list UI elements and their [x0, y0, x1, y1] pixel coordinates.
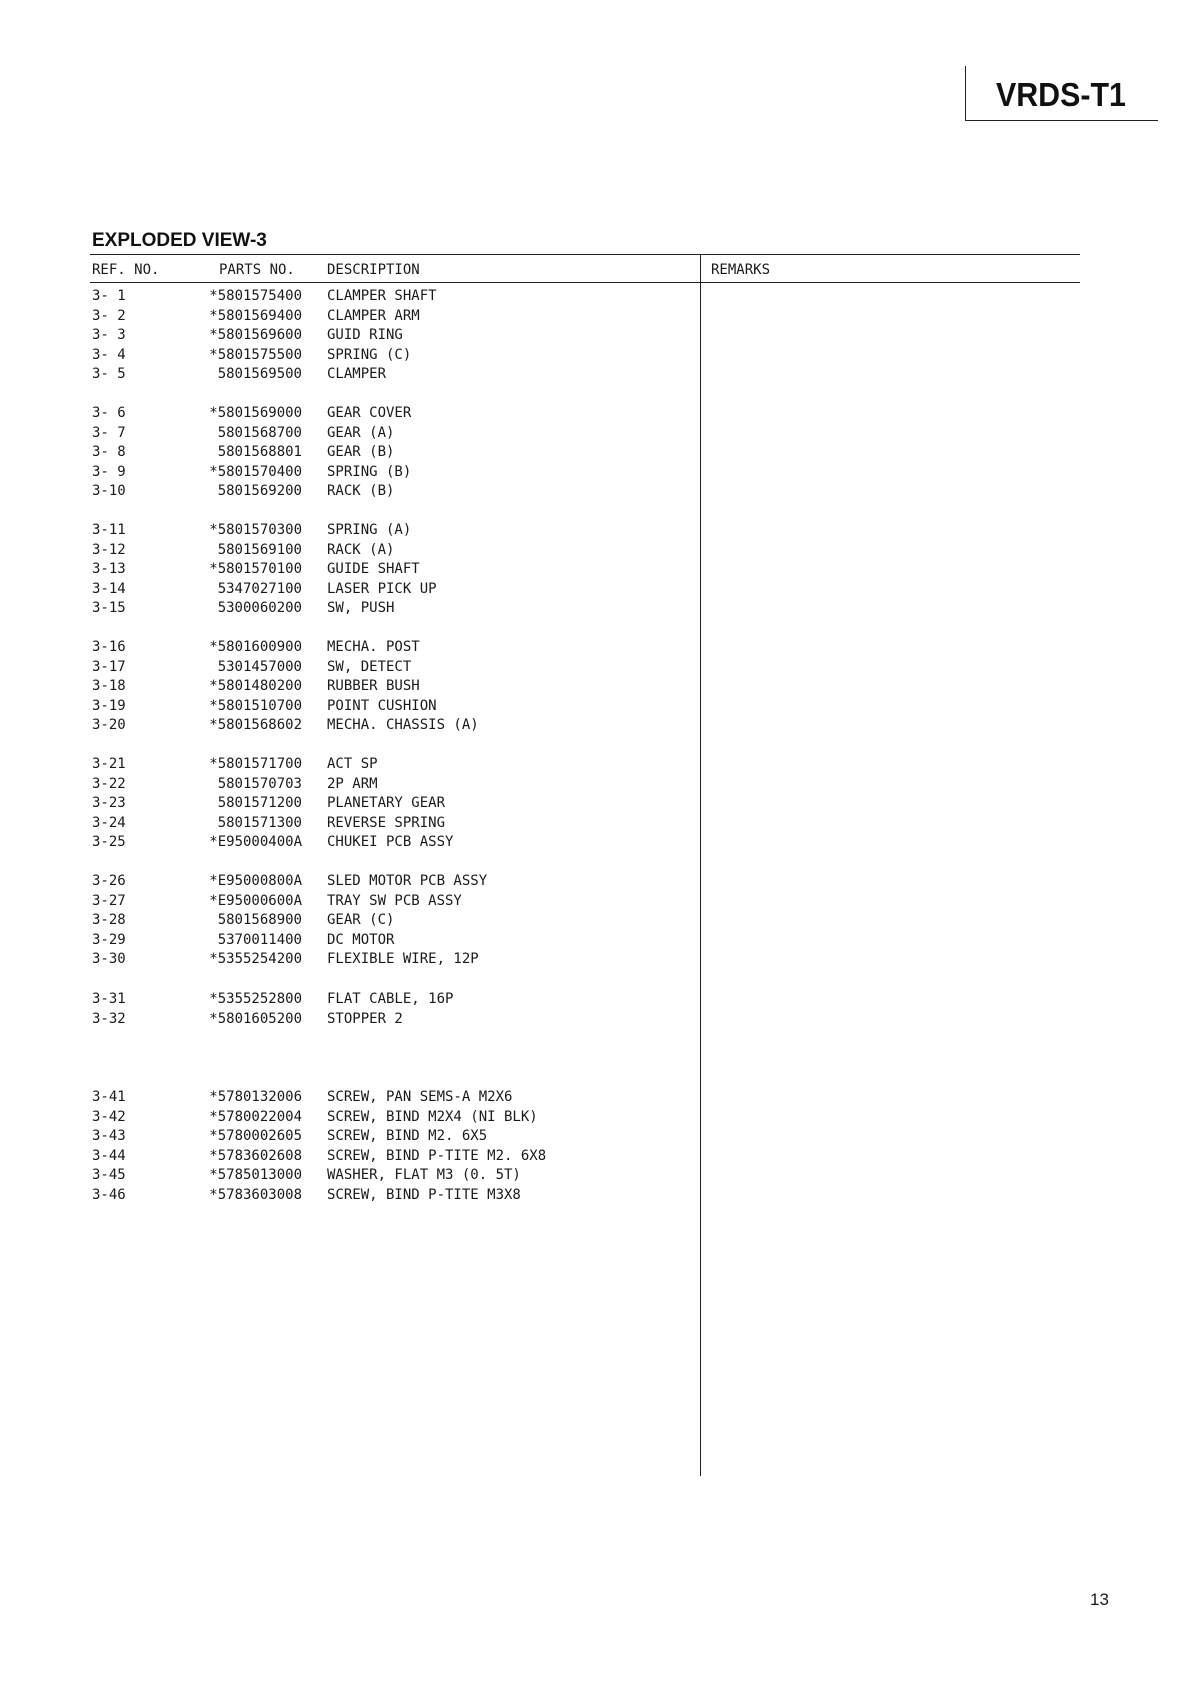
- ref-no-cell: 3-20: [92, 717, 126, 734]
- table-row: [0, 1009, 700, 1029]
- parts-no-cell: *5785013000: [209, 1167, 302, 1184]
- table-row: [0, 598, 700, 618]
- parts-no-cell: *5801569600: [209, 327, 302, 344]
- ref-no-cell: 3-19: [92, 697, 126, 714]
- table-row: [0, 423, 700, 443]
- parts-no-cell: 5300060200: [217, 600, 302, 617]
- description-cell: ACT SP: [327, 756, 378, 772]
- description-cell: MECHA. POST: [327, 639, 420, 655]
- description-cell: GEAR COVER: [327, 405, 412, 421]
- ref-no-cell: 3-16: [92, 639, 126, 655]
- ref-no-cell: 3-28: [92, 912, 126, 929]
- table-row: [0, 891, 700, 911]
- ref-no-cell: 3-10: [92, 483, 126, 500]
- parts-no-cell: *5801480200: [209, 678, 302, 695]
- description-cell: SPRING (A): [327, 522, 412, 538]
- table-row: [0, 462, 700, 482]
- table-row: [0, 871, 700, 891]
- column-header-description: DESCRIPTION: [327, 262, 420, 278]
- ref-no-cell: 3- 7: [92, 424, 126, 441]
- table-row: [0, 1107, 700, 1127]
- parts-no-cell: *5801570100: [209, 561, 302, 578]
- table-row: [0, 579, 700, 599]
- description-cell: SW, PUSH: [327, 600, 395, 617]
- parts-no-cell: *5801605200: [209, 1010, 302, 1027]
- parts-no-cell: *5801575400: [209, 288, 302, 304]
- parts-no-cell: *5801571700: [209, 756, 302, 772]
- description-cell: SCREW, BIND M2. 6X5: [327, 1128, 488, 1145]
- parts-no-cell: 5801568700: [217, 424, 302, 441]
- description-cell: 2P ARM: [327, 775, 378, 792]
- description-cell: SCREW, BIND P-TITE M3X8: [327, 1187, 521, 1203]
- parts-no-cell: *5783603008: [209, 1187, 302, 1203]
- description-cell: GEAR (C): [327, 912, 395, 929]
- description-cell: FLEXIBLE WIRE, 12P: [327, 951, 479, 968]
- description-cell: SCREW, BIND M2X4 (NI BLK): [327, 1108, 538, 1125]
- description-cell: GUID RING: [327, 327, 403, 344]
- table-row: [0, 286, 700, 306]
- parts-no-cell: *5801568602: [209, 717, 302, 734]
- parts-no-cell: *5801575500: [209, 346, 302, 363]
- description-cell: SLED MOTOR PCB ASSY: [327, 873, 488, 889]
- description-cell: GEAR (B): [327, 444, 395, 461]
- table-row: [0, 989, 700, 1009]
- ref-no-cell: 3-30: [92, 951, 126, 968]
- table-row: [0, 930, 700, 950]
- ref-no-cell: 3-17: [92, 658, 126, 675]
- table-row: [0, 696, 700, 716]
- parts-no-cell: *5780132006: [209, 1089, 302, 1105]
- parts-no-cell: 5301457000: [217, 658, 302, 675]
- description-cell: CLAMPER SHAFT: [327, 288, 437, 304]
- parts-no-cell: 5801569500: [217, 366, 302, 383]
- table-row: [0, 520, 700, 540]
- description-cell: PLANETARY GEAR: [327, 795, 446, 812]
- description-cell: GUIDE SHAFT: [327, 561, 420, 578]
- remarks-column-divider: [700, 254, 701, 1476]
- table-row: [0, 1165, 700, 1185]
- parts-no-cell: 5370011400: [217, 931, 302, 948]
- parts-no-cell: 5801569100: [217, 541, 302, 558]
- ref-no-cell: 3-26: [92, 873, 126, 889]
- ref-no-cell: 3-25: [92, 834, 126, 851]
- table-row: [0, 910, 700, 930]
- description-cell: WASHER, FLAT M3 (0. 5T): [327, 1167, 521, 1184]
- ref-no-cell: 3-43: [92, 1128, 126, 1145]
- parts-no-cell: *5801510700: [209, 697, 302, 714]
- column-header-parts-no: PARTS NO.: [219, 262, 295, 278]
- description-cell: GEAR (A): [327, 424, 395, 441]
- table-row: [0, 364, 700, 384]
- ref-no-cell: 3- 6: [92, 405, 126, 421]
- ref-no-cell: 3-21: [92, 756, 126, 772]
- description-cell: SW, DETECT: [327, 658, 412, 675]
- parts-no-cell: 5801569200: [217, 483, 302, 500]
- ref-no-cell: 3-11: [92, 522, 126, 538]
- ref-no-cell: 3- 1: [92, 288, 126, 304]
- column-header-ref-no: REF. NO.: [92, 262, 160, 278]
- ref-no-cell: 3-15: [92, 600, 126, 617]
- description-cell: RACK (A): [327, 541, 395, 558]
- ref-no-cell: 3-18: [92, 678, 126, 695]
- parts-no-cell: *5780002605: [209, 1128, 302, 1145]
- ref-no-cell: 3-44: [92, 1147, 126, 1164]
- table-row: [0, 715, 700, 735]
- table-row: [0, 403, 700, 423]
- column-header-remarks: REMARKS: [711, 262, 771, 278]
- ref-no-cell: 3-24: [92, 814, 126, 831]
- ref-no-cell: 3-46: [92, 1187, 126, 1203]
- ref-no-cell: 3-13: [92, 561, 126, 578]
- table-row: [0, 657, 700, 677]
- description-cell: MECHA. CHASSIS (A): [327, 717, 479, 734]
- table-row: [0, 754, 700, 774]
- description-cell: CHUKEI PCB ASSY: [327, 834, 454, 851]
- description-cell: POINT CUSHION: [327, 697, 437, 714]
- table-row: [0, 774, 700, 794]
- ref-no-cell: 3- 9: [92, 463, 126, 480]
- ref-no-cell: 3- 4: [92, 346, 126, 363]
- parts-no-cell: *5355252800: [209, 991, 302, 1007]
- parts-no-cell: 5801571300: [217, 814, 302, 831]
- ref-no-cell: 3-45: [92, 1167, 126, 1184]
- parts-no-cell: 5801568801: [217, 444, 302, 461]
- parts-no-cell: *5801570300: [209, 522, 302, 538]
- ref-no-cell: 3-27: [92, 892, 126, 909]
- ref-no-cell: 3- 8: [92, 444, 126, 461]
- table-row: [0, 1126, 700, 1146]
- parts-no-cell: *E95000400A: [209, 834, 302, 851]
- table-row: [0, 832, 700, 852]
- page-number: 13: [1090, 1590, 1109, 1609]
- ref-no-cell: 3-22: [92, 775, 126, 792]
- description-cell: SPRING (C): [327, 346, 412, 363]
- table-row: [0, 345, 700, 365]
- parts-no-cell: *5780022004: [209, 1108, 302, 1125]
- description-cell: SCREW, PAN SEMS-A M2X6: [327, 1089, 513, 1105]
- description-cell: LASER PICK UP: [327, 580, 437, 597]
- description-cell: SCREW, BIND P-TITE M2. 6X8: [327, 1147, 547, 1164]
- parts-no-cell: 5347027100: [217, 580, 302, 597]
- table-row: [0, 442, 700, 462]
- parts-no-cell: *E95000600A: [209, 892, 302, 909]
- ref-no-cell: 3-41: [92, 1089, 126, 1105]
- table-row: [0, 813, 700, 833]
- description-cell: RUBBER BUSH: [327, 678, 420, 695]
- table-row: [0, 949, 700, 969]
- table-row: [0, 325, 700, 345]
- ref-no-cell: 3- 3: [92, 327, 126, 344]
- table-row: [0, 481, 700, 501]
- table-row: [0, 676, 700, 696]
- parts-no-cell: *5783602608: [209, 1147, 302, 1164]
- parts-no-cell: 5801570703: [217, 775, 302, 792]
- table-row: [0, 1185, 700, 1205]
- description-cell: STOPPER 2: [327, 1010, 403, 1027]
- parts-no-cell: *5355254200: [209, 951, 302, 968]
- ref-no-cell: 3- 5: [92, 366, 126, 383]
- table-row: [0, 637, 700, 657]
- table-row: [0, 793, 700, 813]
- table-row: [0, 1087, 700, 1107]
- description-cell: REVERSE SPRING: [327, 814, 446, 831]
- description-cell: CLAMPER: [327, 366, 387, 383]
- model-title: VRDS-T1: [996, 76, 1126, 113]
- table-row: [0, 559, 700, 579]
- description-cell: CLAMPER ARM: [327, 307, 420, 324]
- description-cell: RACK (B): [327, 483, 395, 500]
- section-title: EXPLODED VIEW-3: [92, 230, 267, 251]
- description-cell: SPRING (B): [327, 463, 412, 480]
- table-row: [0, 540, 700, 560]
- parts-no-cell: 5801568900: [217, 912, 302, 929]
- parts-no-cell: *5801569000: [209, 405, 302, 421]
- ref-no-cell: 3-12: [92, 541, 126, 558]
- table-row: [0, 306, 700, 326]
- ref-no-cell: 3-14: [92, 580, 126, 597]
- parts-no-cell: *5801600900: [209, 639, 302, 655]
- description-cell: TRAY SW PCB ASSY: [327, 892, 462, 909]
- description-cell: DC MOTOR: [327, 931, 395, 948]
- ref-no-cell: 3- 2: [92, 307, 126, 324]
- ref-no-cell: 3-29: [92, 931, 126, 948]
- table-row: [0, 1146, 700, 1166]
- ref-no-cell: 3-23: [92, 795, 126, 812]
- parts-no-cell: 5801571200: [217, 795, 302, 812]
- description-cell: FLAT CABLE, 16P: [327, 991, 454, 1007]
- ref-no-cell: 3-32: [92, 1010, 126, 1027]
- parts-no-cell: *5801569400: [209, 307, 302, 324]
- parts-no-cell: *5801570400: [209, 463, 302, 480]
- parts-no-cell: *E95000800A: [209, 873, 302, 889]
- ref-no-cell: 3-31: [92, 991, 126, 1007]
- ref-no-cell: 3-42: [92, 1108, 126, 1125]
